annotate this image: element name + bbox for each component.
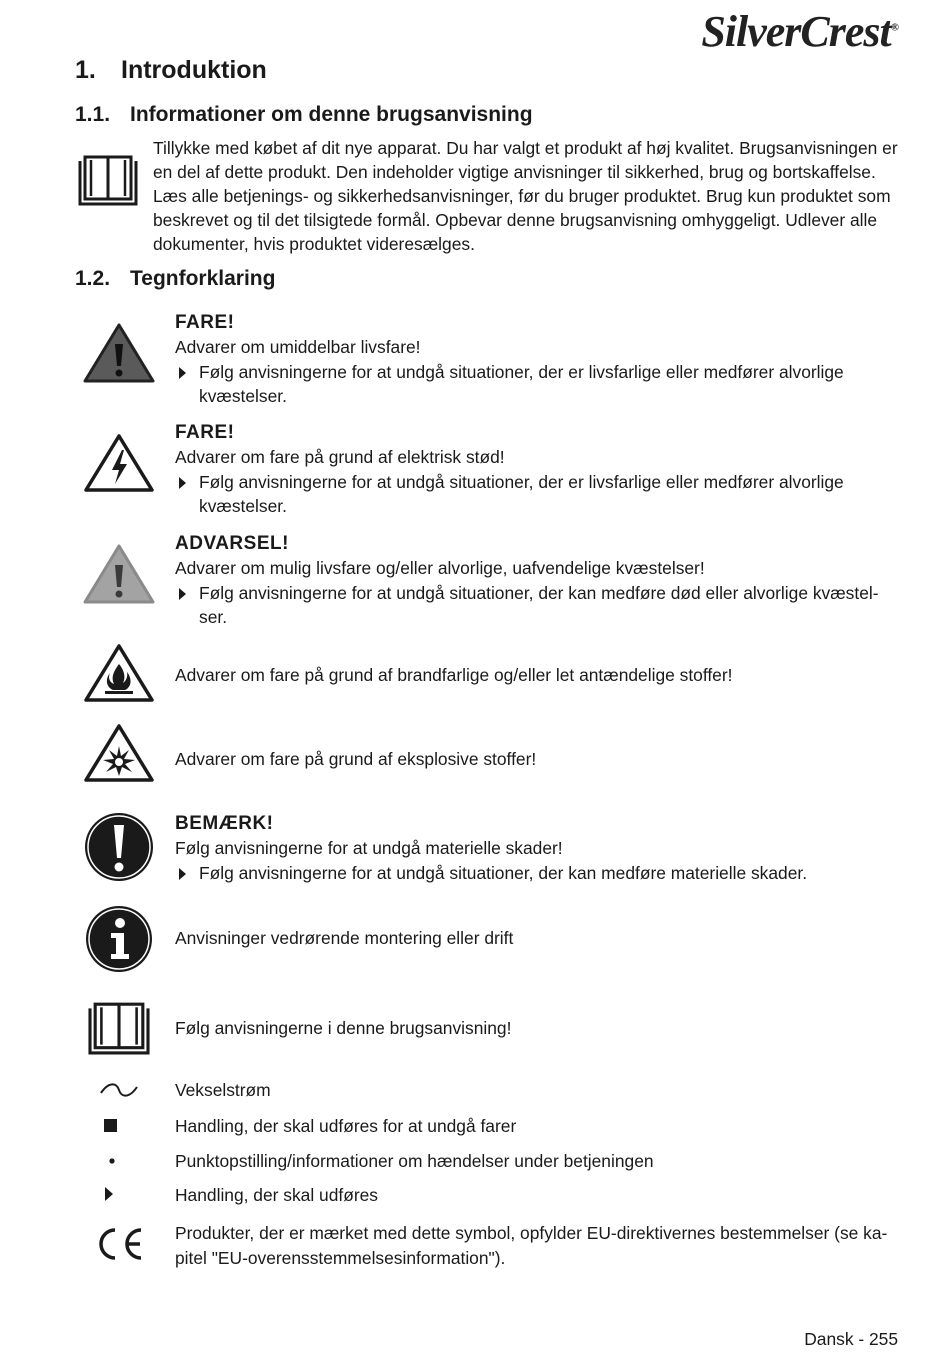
legend-item-ce <box>175 1221 905 1270</box>
legend-description: Vekselstrøm <box>175 1080 271 1100</box>
legend-description: Advarer om fare på grund af brandfarlige og/eller let antændelige stoffer! <box>175 665 733 685</box>
section-number: 1.2. <box>75 267 111 290</box>
action-text: Følg anvisningerne for at undgå situationer, der er livsfarlige eller medfører alvorlige kvæstelser. <box>199 471 844 516</box>
legend-item-explosive <box>175 747 905 772</box>
legend-item-manual <box>175 1016 905 1041</box>
legend-description: Advarer om fare på grund af elektrisk stød! <box>175 447 505 467</box>
book-icon <box>77 151 139 207</box>
square-bullet-icon <box>104 1119 118 1133</box>
registered-mark: ® <box>890 21 898 34</box>
legend-description: Advarer om fare på grund af eksplosive stoffer! <box>175 749 537 769</box>
legend-item-arrow <box>175 1183 905 1208</box>
arrow-bullet-icon <box>179 367 186 379</box>
legend-item-ac <box>175 1078 905 1103</box>
action-text: Følg anvisningerne for at undgå situationer, der kan medføre død eller alvorlige kvæstel-ser. <box>199 582 879 627</box>
legend-description: Handling, der skal udføres for at undgå farer <box>175 1116 517 1136</box>
legend-item-square <box>175 1114 905 1139</box>
signal-word: FARE! <box>175 422 235 443</box>
chapter-heading <box>75 56 267 85</box>
info-icon <box>84 904 154 974</box>
legend-description: Produkter, der er mærket med dette symbol, opfylder EU-direktivernes bestemmelser (se ka-pitel "EU-overensstemmelsesinformation"). <box>175 1223 888 1268</box>
legend-item-flammable <box>175 663 905 688</box>
arrow-bullet-icon <box>104 1186 114 1202</box>
legend-description: Advarer om mulig livsfare og/eller alvorlige, uafvendelige kvæstelser! <box>175 558 705 578</box>
explosive-icon <box>83 722 155 784</box>
legend-item-notice <box>175 812 905 885</box>
legend-item-dot <box>175 1149 905 1174</box>
legend-description: Advarer om umiddelbar livsfare! <box>175 337 421 357</box>
manual-book-icon <box>86 998 152 1056</box>
intro-paragraph: Tillykke med købet af dit nye apparat. Du har valgt et produkt af høj kvalitet. Brugsanvisningen er en del af dette produkt. Den indeholder vigtige anvisninger til sikkerhed, brug og bortskaffelse. Læs alle betjenings- og sikkerhedsanvisninger, før du bruger produktet. Brug kun produktet som beskrevet og til det tilsigtede formål. Opbevar denne brugsanvisning omhyggeligt. Udlever alle dokumenter, hvis produktet videresælges. <box>153 138 898 254</box>
action-item <box>175 861 905 886</box>
ce-mark-icon <box>95 1226 145 1262</box>
dot-bullet-icon <box>108 1157 116 1165</box>
notice-exclamation-icon <box>83 811 155 883</box>
section-heading-1-1 <box>75 103 533 127</box>
legend-item-warning <box>175 532 905 630</box>
arrow-bullet-icon <box>179 477 186 489</box>
chapter-title: Introduktion <box>121 56 267 84</box>
action-text: Følg anvisningerne for at undgå situationer, der er livsfarlige eller medfører alvorlige kvæstelser. <box>199 361 844 406</box>
danger-warning-icon <box>83 322 155 384</box>
brand-name: SilverCrest <box>701 7 891 56</box>
action-item <box>175 581 905 630</box>
section-title: Informationer om denne brugsanvisning <box>130 103 533 126</box>
action-text: Følg anvisningerne for at undgå situationer, der kan medføre materielle skader. <box>199 862 808 883</box>
brand-logo <box>701 6 898 57</box>
section-heading-1-2 <box>75 267 275 291</box>
legend-description: Punktopstilling/informationer om hændelser under betjeningen <box>175 1151 654 1171</box>
signal-word: ADVARSEL! <box>175 533 289 554</box>
legend-item-electric <box>175 421 905 519</box>
section-number: 1.1. <box>75 103 111 126</box>
legend-description: Følg anvisningerne i denne brugsanvisning! <box>175 1018 512 1038</box>
legend-description: Anvisninger vedrørende montering eller drift <box>175 928 514 948</box>
legend-item-danger <box>175 311 905 409</box>
flammable-icon <box>83 642 155 704</box>
chapter-number: 1. <box>75 56 96 84</box>
electric-shock-icon <box>83 432 155 494</box>
legend-description: Handling, der skal udføres <box>175 1185 378 1205</box>
page-footer: Dansk - 255 <box>804 1329 898 1349</box>
arrow-bullet-icon <box>179 868 186 880</box>
signal-word: BEMÆRK! <box>175 813 274 834</box>
section-title: Tegnforklaring <box>130 267 276 290</box>
signal-word: FARE! <box>175 312 235 333</box>
action-item <box>175 470 905 519</box>
action-item <box>175 360 905 409</box>
legend-item-info <box>175 926 905 951</box>
arrow-bullet-icon <box>179 588 186 600</box>
alternating-current-icon <box>99 1081 139 1099</box>
legend-description: Følg anvisningerne for at undgå materielle skader! <box>175 838 563 858</box>
warning-icon <box>83 543 155 605</box>
